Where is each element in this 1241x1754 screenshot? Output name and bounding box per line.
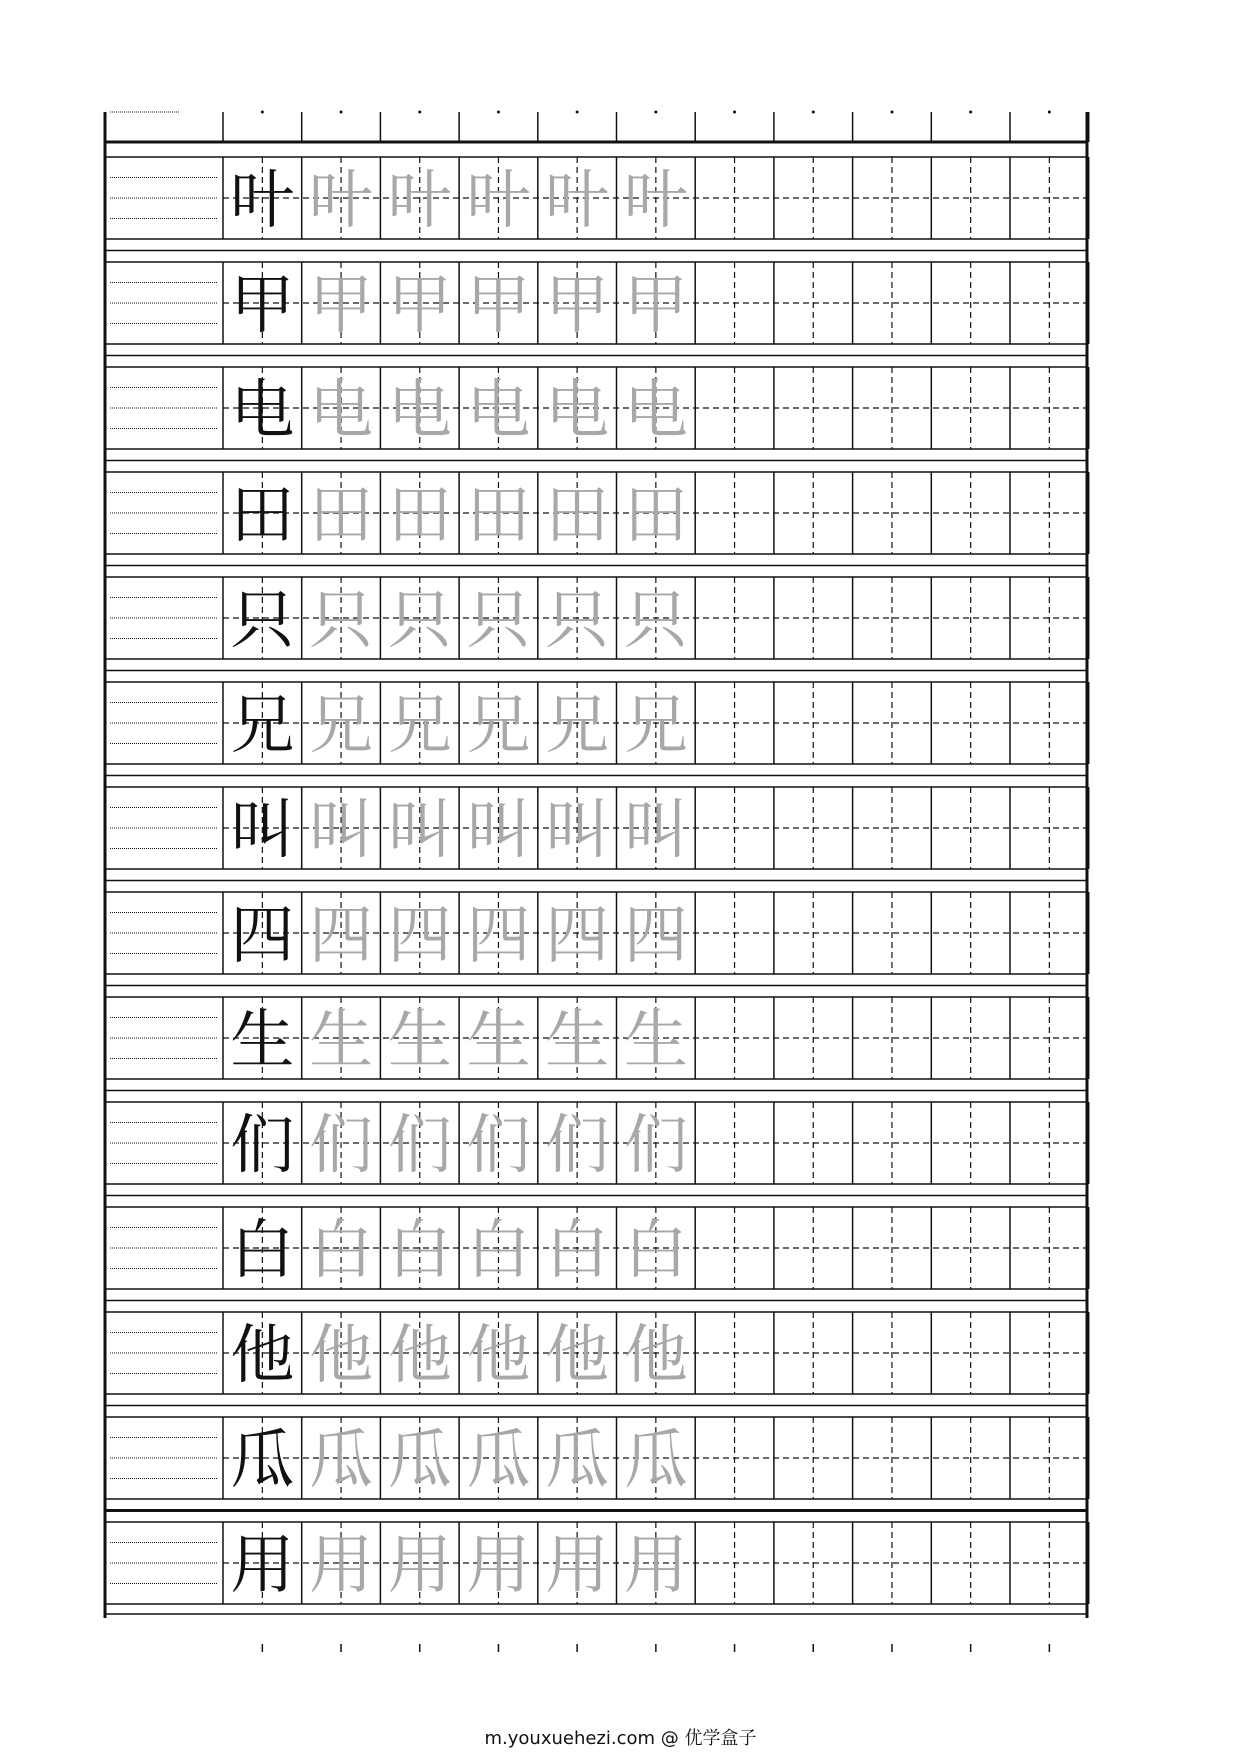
trace-character: 田 (545, 479, 610, 553)
trace-character: 只 (623, 584, 688, 658)
trace-character: 叶 (545, 164, 610, 238)
model-character: 生 (230, 1004, 295, 1078)
top-strip-dot (733, 111, 736, 114)
trace-character: 叶 (623, 164, 688, 238)
top-strip-dot (812, 111, 815, 114)
trace-character: 电 (387, 374, 452, 448)
trace-character: 田 (309, 479, 374, 553)
top-strip-dot (497, 111, 500, 114)
trace-character: 用 (466, 1529, 531, 1603)
trace-character: 电 (623, 374, 688, 448)
trace-character: 生 (387, 1004, 452, 1078)
model-character: 用 (230, 1529, 295, 1603)
trace-character: 只 (387, 584, 452, 658)
trace-character: 四 (466, 899, 531, 973)
model-character: 四 (230, 899, 295, 973)
top-strip-dot (340, 111, 343, 114)
trace-character: 电 (545, 374, 610, 448)
trace-character: 们 (545, 1109, 610, 1183)
model-character: 叫 (230, 794, 295, 868)
trace-character: 叶 (309, 164, 374, 238)
trace-character: 白 (623, 1214, 688, 1288)
trace-character: 甲 (387, 269, 452, 343)
trace-character: 瓜 (387, 1424, 452, 1498)
top-strip-dot (418, 111, 421, 114)
trace-character: 田 (466, 479, 531, 553)
top-strip-dot (261, 111, 264, 114)
model-character: 只 (230, 584, 295, 658)
trace-character: 他 (387, 1319, 452, 1393)
trace-character: 瓜 (623, 1424, 688, 1498)
trace-character: 电 (309, 374, 374, 448)
trace-character: 兄 (309, 689, 374, 763)
trace-character: 白 (387, 1214, 452, 1288)
trace-character: 白 (545, 1214, 610, 1288)
trace-character: 生 (545, 1004, 610, 1078)
trace-character: 生 (466, 1004, 531, 1078)
trace-character: 用 (623, 1529, 688, 1603)
trace-character: 他 (545, 1319, 610, 1393)
trace-character: 甲 (545, 269, 610, 343)
trace-character: 瓜 (309, 1424, 374, 1498)
trace-character: 叶 (387, 164, 452, 238)
trace-character: 叶 (466, 164, 531, 238)
trace-character: 瓜 (545, 1424, 610, 1498)
trace-character: 甲 (623, 269, 688, 343)
trace-character: 们 (466, 1109, 531, 1183)
top-strip-dot (890, 111, 893, 114)
model-character: 瓜 (230, 1424, 295, 1498)
trace-character: 他 (309, 1319, 374, 1393)
top-strip-dot (969, 111, 972, 114)
trace-character: 他 (466, 1319, 531, 1393)
model-character: 他 (230, 1319, 295, 1393)
trace-character: 甲 (466, 269, 531, 343)
footer-credit: m.youxuehezi.com @ 优学盒子 (484, 1728, 757, 1749)
trace-character: 他 (623, 1319, 688, 1393)
trace-character: 电 (466, 374, 531, 448)
model-character: 叶 (230, 164, 295, 238)
top-strip-dot (1048, 111, 1051, 114)
trace-character: 只 (545, 584, 610, 658)
trace-character: 四 (309, 899, 374, 973)
model-character: 田 (230, 479, 295, 553)
trace-character: 生 (623, 1004, 688, 1078)
trace-character: 叫 (466, 794, 531, 868)
model-character: 兄 (230, 689, 295, 763)
trace-character: 兄 (387, 689, 452, 763)
trace-character: 瓜 (466, 1424, 531, 1498)
trace-character: 田 (623, 479, 688, 553)
trace-character: 四 (623, 899, 688, 973)
trace-character: 四 (545, 899, 610, 973)
trace-character: 白 (466, 1214, 531, 1288)
model-character: 甲 (230, 269, 295, 343)
trace-character: 用 (387, 1529, 452, 1603)
trace-character: 兄 (623, 689, 688, 763)
trace-character: 兄 (466, 689, 531, 763)
trace-character: 四 (387, 899, 452, 973)
trace-character: 们 (387, 1109, 452, 1183)
top-strip-dot (576, 111, 579, 114)
model-character: 们 (230, 1109, 295, 1183)
trace-character: 们 (309, 1109, 374, 1183)
trace-character: 叫 (309, 794, 374, 868)
trace-character: 甲 (309, 269, 374, 343)
trace-character: 只 (466, 584, 531, 658)
trace-character: 用 (309, 1529, 374, 1603)
trace-character: 只 (309, 584, 374, 658)
trace-character: 叫 (545, 794, 610, 868)
trace-character: 们 (623, 1109, 688, 1183)
trace-character: 兄 (545, 689, 610, 763)
trace-character: 叫 (623, 794, 688, 868)
trace-character: 田 (387, 479, 452, 553)
model-character: 电 (230, 374, 295, 448)
top-strip-dot (654, 111, 657, 114)
trace-character: 生 (309, 1004, 374, 1078)
model-character: 白 (230, 1214, 295, 1288)
trace-character: 白 (309, 1214, 374, 1288)
trace-character: 叫 (387, 794, 452, 868)
trace-character: 用 (545, 1529, 610, 1603)
